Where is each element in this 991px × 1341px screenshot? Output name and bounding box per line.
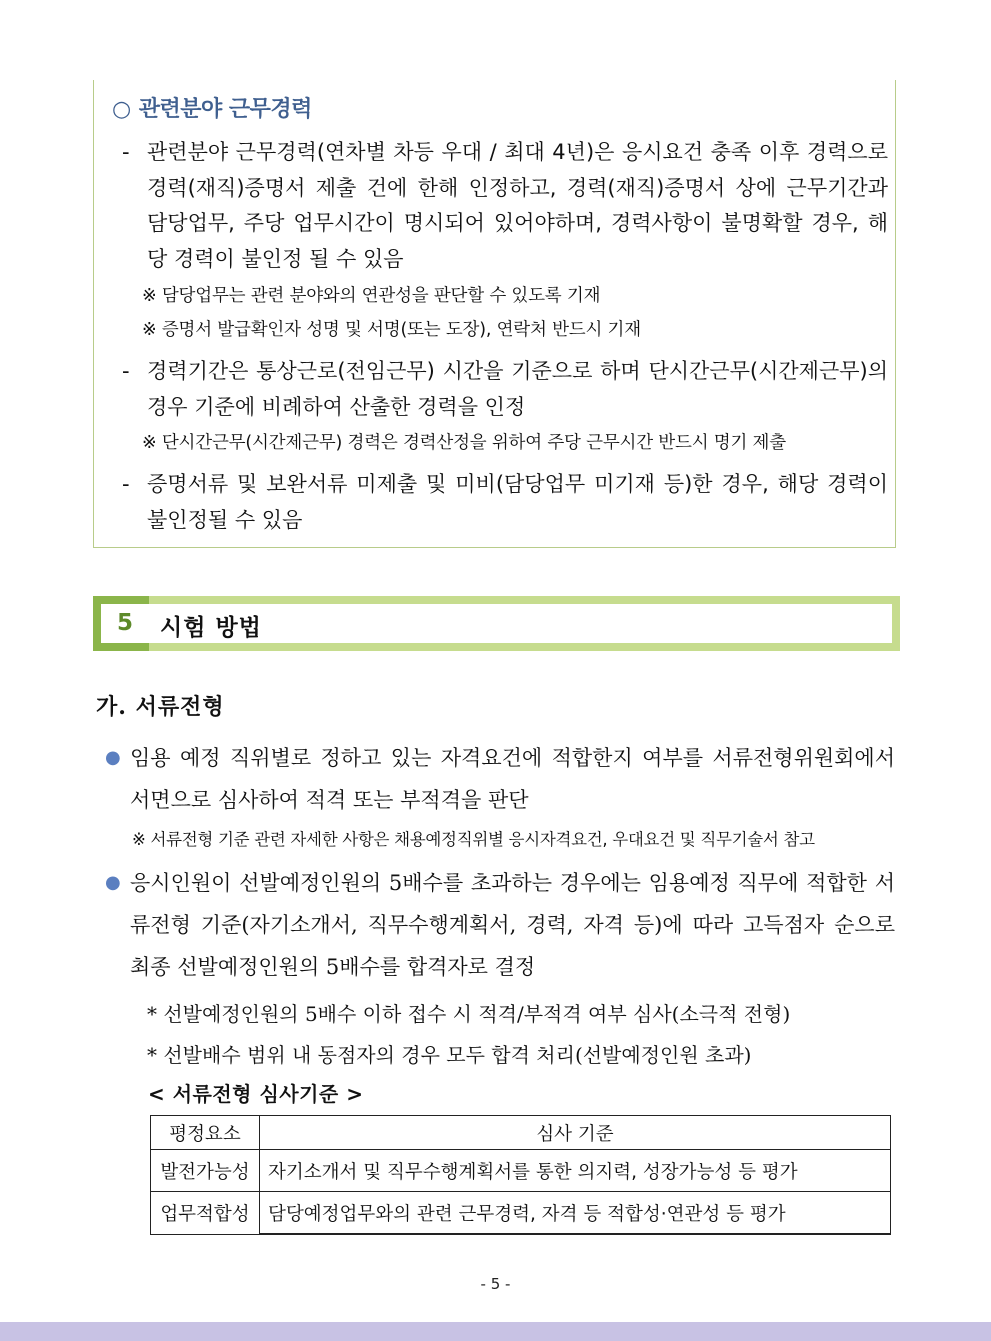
table-cell: 자기소개서 및 직무수행계획서를 통한 의지력, 성장가능성 등 평가	[260, 1150, 891, 1192]
career-note-2: ※ 증명서 발급확인자 성명 및 서명(또는 도장), 연락처 반드시 기재	[142, 320, 641, 340]
career-note-3: ※ 단시간근무(시간제근무) 경력은 경력산정을 위하여 주당 근무시간 반드시 명기 제출	[142, 433, 786, 453]
section-number: 5	[117, 610, 134, 636]
table-row	[151, 1150, 891, 1192]
bullet-dot-icon: ●	[105, 747, 121, 768]
table-header-cell: 평정요소	[151, 1116, 260, 1150]
dash-marker: -	[122, 140, 130, 164]
table-header-cell: 심사 기준	[260, 1116, 891, 1150]
career-item-2-text: 경력기간은 통상근로(전임근무) 시간을 기준으로 하며 단시간근무(시간제근무)의 경우 기준에 비례하여 산출한 경력을 인정	[147, 359, 888, 419]
dash-marker: -	[122, 359, 130, 383]
section-title: 시험 방법	[160, 615, 262, 641]
bullet-item-2-text: 응시인원이 선발예정인원의 5배수를 초과하는 경우에는 임용예정 직무에 적합한 서류전형 기준(자기소개서, 직무수행계획서, 경력, 자격 등)에 따라 고득점자 순으로 최종 선발예정인원의 5배수를 합격자로 결정	[130, 871, 895, 979]
table-cell: 담당예정업무와의 관련 근무경력, 자격 등 적합성·연관성 등 평가	[260, 1192, 891, 1235]
page-number: - 5 -	[480, 1275, 511, 1293]
career-item-1-text: 관련분야 근무경력(연차별 차등 우대 / 최대 4년)은 응시요건 충족 이후 경력으로 경력(재직)증명서 제출 건에 한해 인정하고, 경력(재직)증명서 상에 근무기간과 담당업무, 주당 업무시간이 명시되어 있어야하며, 경력사항이 불명확할 경우, 해당 경력이 불인정 될 수 있음	[147, 140, 888, 271]
subsection-title: 가. 서류전형	[96, 694, 225, 720]
career-box-title-text: 관련분야 근무경력	[138, 97, 312, 122]
criteria-table	[150, 1115, 891, 1235]
career-item-1	[122, 135, 888, 277]
table-cell: 발전가능성	[151, 1150, 260, 1192]
bullet-dot-icon: ●	[105, 872, 121, 893]
footer-bar	[0, 1322, 991, 1341]
bullet-item-1-text: 임용 예정 직위별로 정하고 있는 자격요건에 적합한지 여부를 서류전형위원회에서 서면으로 심사하여 적격 또는 부적격을 판단	[130, 746, 895, 812]
criteria-table-caption: < 서류전형 심사기준 >	[148, 1082, 364, 1106]
career-note-1: ※ 담당업무는 관련 분야와의 연관성을 판단할 수 있도록 기재	[142, 286, 601, 306]
career-box-title	[112, 92, 312, 123]
bullet-item-1	[105, 737, 895, 821]
dash-marker: -	[122, 472, 130, 496]
document-screening-note: ※ 서류전형 기준 관련 자세한 사항은 채용예정직위별 응시자격요건, 우대요건 및 직무기술서 참고	[132, 830, 815, 849]
table-cell: 업무적합성	[151, 1192, 260, 1235]
career-item-2	[122, 354, 888, 425]
career-item-3-text: 증명서류 및 보완서류 미제출 및 미비(담당업무 미기재 등)한 경우, 해당 경력이 불인정될 수 있음	[147, 472, 888, 532]
bullet-item-2	[105, 862, 895, 988]
table-row	[151, 1192, 891, 1235]
career-item-3	[122, 467, 888, 538]
star-note-1: * 선발예정인원의 5배수 이하 접수 시 적격/부적격 여부 심사(소극적 전형)	[147, 1002, 791, 1026]
circle-icon: ○	[112, 97, 131, 122]
table-header-row	[151, 1116, 891, 1150]
star-note-2: * 선발배수 범위 내 동점자의 경우 모두 합격 처리(선발예정인원 초과)	[147, 1043, 752, 1067]
